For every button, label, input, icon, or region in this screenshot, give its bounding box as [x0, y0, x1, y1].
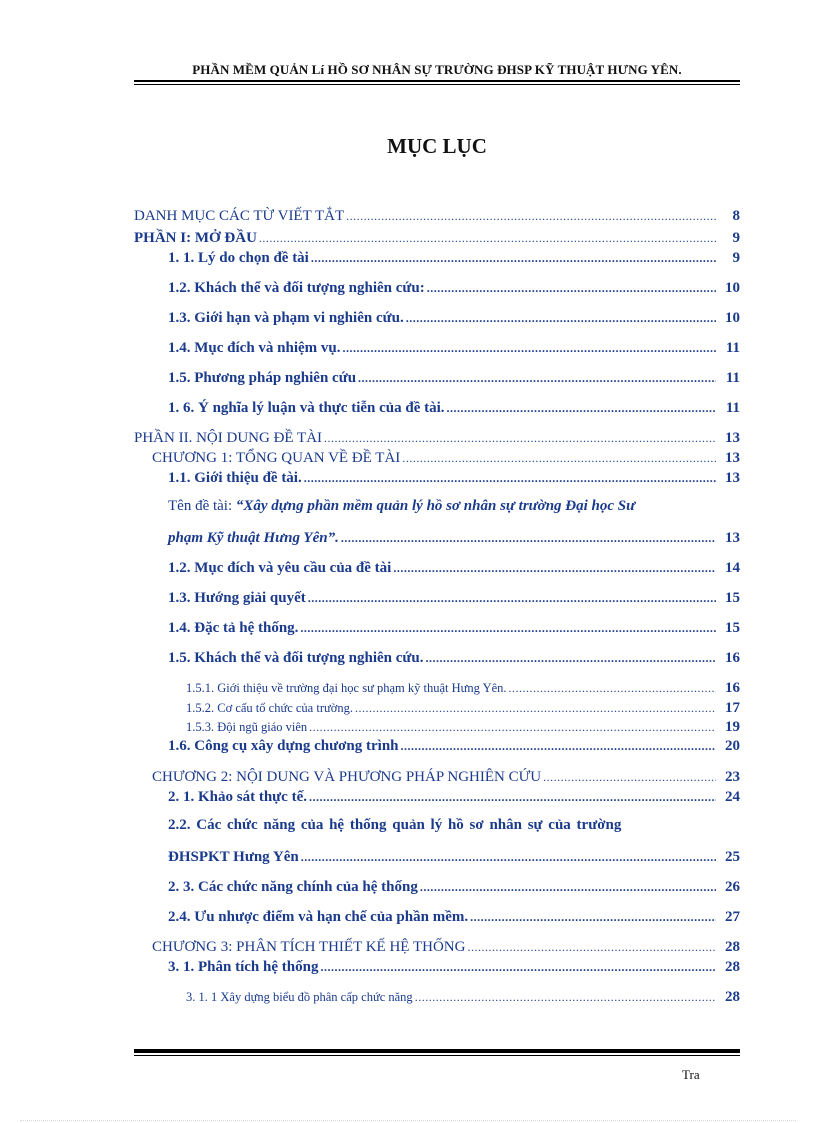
toc-entry-label: 1.5.3. Đội ngũ giáo viên: [186, 720, 308, 734]
toc-leader: [358, 371, 716, 386]
toc-entry-label: 1.1. Giới thiệu đề tài.: [168, 470, 302, 486]
header-rule: [134, 80, 740, 82]
toc-entry-page: 16: [725, 650, 740, 666]
toc-entry[interactable]: [168, 909, 740, 926]
toc-entry-label: DANH MỤC CÁC TỪ VIẾT TẮT: [134, 208, 345, 224]
header-title: PHẦN MỀM QUẢN Lí HỒ SƠ NHÂN SỰ TRƯỜNG ĐHSP KỸ THUẬT HƯNG YÊN.: [192, 62, 682, 77]
toc-entry-label: 1.5.2. Cơ cấu tổ chức của trường.: [186, 701, 354, 715]
toc-entry[interactable]: [152, 450, 740, 467]
toc-entry-page: 11: [725, 400, 740, 416]
toc-entry[interactable]: [168, 849, 740, 866]
toc-entry[interactable]: [168, 789, 740, 806]
toc-leader: [426, 651, 716, 666]
toc-leader: [420, 880, 716, 895]
toc-entry-page: 15: [725, 590, 740, 606]
toc-entry-label: ĐHSPKT Hưng Yên: [168, 849, 299, 865]
toc-entry-page: 15: [725, 620, 740, 636]
toc-leader: [308, 591, 716, 606]
toc-entry[interactable]: [186, 989, 740, 1006]
toc-entry-page: 11: [725, 340, 740, 356]
toc-leader: [259, 231, 716, 246]
toc-entry-label: 1.2. Khách thể và đối tượng nghiên cứu:: [168, 280, 425, 296]
footer-rule: [134, 1049, 740, 1053]
toc-entry-label: 1. 1. Lý do chọn đề tài: [168, 250, 309, 266]
toc-leader: [415, 990, 716, 1005]
toc-entry-label: 1.3. Hướng giải quyết: [168, 590, 306, 606]
toc-entry-label: PHẦN II. NỘI DUNG ĐỀ TÀI: [134, 430, 323, 446]
toc-entry-label: 2. 3. Các chức năng chính của hệ thống: [168, 879, 418, 895]
toc-leader: [311, 251, 716, 266]
header-rule-thin: [134, 84, 740, 85]
toc-entry-page: 16: [725, 680, 740, 696]
toc-entry-label: 1.4. Mục đích và nhiệm vụ.: [168, 340, 341, 356]
toc-entry-label: 3. 1. 1 Xây dựng biểu đồ phân cấp chức năng: [186, 990, 413, 1004]
footer-page-label: Tra: [682, 1067, 700, 1082]
toc-entry[interactable]: [134, 230, 740, 247]
toc-entry[interactable]: [168, 530, 740, 547]
toc-entry-page: 9: [732, 250, 740, 266]
toc-entry[interactable]: [168, 620, 740, 637]
toc-entry[interactable]: [186, 719, 740, 736]
toc-entry[interactable]: [168, 959, 740, 976]
topic-title-line: [168, 498, 740, 515]
toc-entry-page: 14: [725, 560, 740, 576]
toc-entry-page: 9: [732, 230, 740, 246]
toc-entry[interactable]: [168, 560, 740, 577]
toc-entry[interactable]: [134, 208, 740, 225]
toc-entry[interactable]: [152, 769, 740, 786]
toc-entry-page: 19: [725, 719, 740, 735]
toc-entry-label: 3. 1. Phân tích hệ thống: [168, 959, 319, 975]
toc-leader: [346, 209, 716, 224]
page-edge-divider: [20, 1120, 796, 1121]
toc-leader: [301, 850, 716, 865]
toc-leader: [300, 621, 716, 636]
footer-rule-thin: [134, 1055, 740, 1056]
toc-entry-page: 11: [725, 370, 740, 386]
toc-leader: [355, 701, 716, 716]
toc-entry-label: phạm Kỹ thuật Hưng Yên”.: [168, 530, 339, 546]
toc-entry[interactable]: [186, 700, 740, 717]
toc-leader: [341, 531, 716, 546]
toc-entry-label: CHƯƠNG 1: TỔNG QUAN VỀ ĐỀ TÀI: [152, 450, 401, 466]
toc-entry[interactable]: [168, 280, 740, 297]
toc-entry[interactable]: [168, 738, 740, 755]
toc-leader: [320, 960, 716, 975]
toc-entry[interactable]: [186, 680, 740, 697]
toc-entry-label: 1.3. Giới hạn và phạm vi nghiên cứu.: [168, 310, 404, 326]
toc-leader: [543, 770, 716, 785]
section-2-2-line: 2.2. Các chức năng của hệ thống quản lý hồ sơ nhân sự của trường: [168, 817, 622, 833]
toc-entry-label: 2.4. Ưu nhược điểm và hạn chế của phần mềm.: [168, 909, 469, 925]
toc-entry-label: 1.5. Phương pháp nghiên cứu: [168, 370, 357, 386]
toc-entry-label: CHƯƠNG 2: NỘI DUNG VÀ PHƯƠNG PHÁP NGHIÊN CỨU: [152, 769, 542, 785]
toc-entry[interactable]: [168, 470, 740, 487]
topic-title-text: “Xây dựng phần mềm quản lý hồ sơ nhân sự trường Đại học Sư: [235, 498, 636, 514]
toc-leader: [402, 451, 716, 466]
toc-leader: [309, 790, 716, 805]
toc-leader: [427, 281, 716, 296]
toc-entry[interactable]: [134, 430, 740, 447]
toc-entry-label: CHƯƠNG 3: PHÂN TÍCH THIẾT KẾ HỆ THỐNG: [152, 939, 466, 955]
toc-title: MỤC LỤC: [387, 134, 487, 158]
toc-entry-page: 10: [725, 310, 740, 326]
toc-entry-page: 27: [725, 909, 740, 925]
toc-entry-page: 13: [725, 470, 740, 486]
toc-leader: [509, 681, 716, 696]
toc-leader: [343, 341, 716, 356]
toc-entry-page: 17: [725, 700, 740, 716]
toc-entry[interactable]: [168, 370, 740, 387]
toc-entry-label: PHẦN I: MỞ ĐẦU: [134, 230, 257, 246]
toc-leader: [309, 720, 716, 735]
toc-leader: [470, 910, 716, 925]
toc-entry-page: 28: [725, 989, 740, 1005]
toc-entry[interactable]: [168, 650, 740, 667]
toc-entry-label: 1. 6. Ý nghĩa lý luận và thực tiễn của đề tài.: [168, 400, 445, 416]
toc-entry[interactable]: [168, 590, 740, 607]
toc-entry-page: 13: [725, 530, 740, 546]
toc-entry-label: 1.5.1. Giới thiệu về trường đại học sư phạm kỹ thuật Hưng Yên.: [186, 681, 507, 695]
toc-entry-label: 2. 1. Khảo sát thực tế.: [168, 789, 307, 805]
toc-entry-page: 13: [725, 450, 740, 466]
toc-entry-page: 25: [725, 849, 740, 865]
toc-entry-page: 28: [725, 959, 740, 975]
toc-leader: [406, 311, 716, 326]
toc-entry[interactable]: [168, 340, 740, 357]
toc-entry-label: 1.5. Khách thể và đối tượng nghiên cứu.: [168, 650, 424, 666]
toc-leader: [401, 739, 716, 754]
toc-entry-label: 1.4. Đặc tả hệ thống.: [168, 620, 299, 636]
toc-leader: [447, 401, 716, 416]
toc-entry-page: 23: [725, 769, 740, 785]
toc-entry[interactable]: [168, 400, 740, 417]
toc-entry-page: 10: [725, 280, 740, 296]
toc-entry[interactable]: [152, 939, 740, 956]
toc-entry-page: 20: [725, 738, 740, 754]
toc-entry-page: 26: [725, 879, 740, 895]
toc-entry-label: 1.2. Mục đích và yêu cầu của đề tài: [168, 560, 392, 576]
toc-entry-page: 24: [725, 789, 740, 805]
toc-leader: [393, 561, 716, 576]
toc-entry-page: 28: [725, 939, 740, 955]
toc-leader: [467, 940, 716, 955]
topic-prefix: Tên đề tài:: [168, 498, 236, 514]
toc-entry-page: 13: [725, 430, 740, 446]
toc-entry[interactable]: [168, 879, 740, 896]
toc-entry-page: 8: [732, 208, 740, 224]
toc-leader: [304, 471, 716, 486]
toc-entry[interactable]: [168, 250, 740, 267]
toc-entry-label: 1.6. Công cụ xây dựng chương trình: [168, 738, 399, 754]
toc-leader: [324, 431, 716, 446]
toc-entry[interactable]: [168, 310, 740, 327]
